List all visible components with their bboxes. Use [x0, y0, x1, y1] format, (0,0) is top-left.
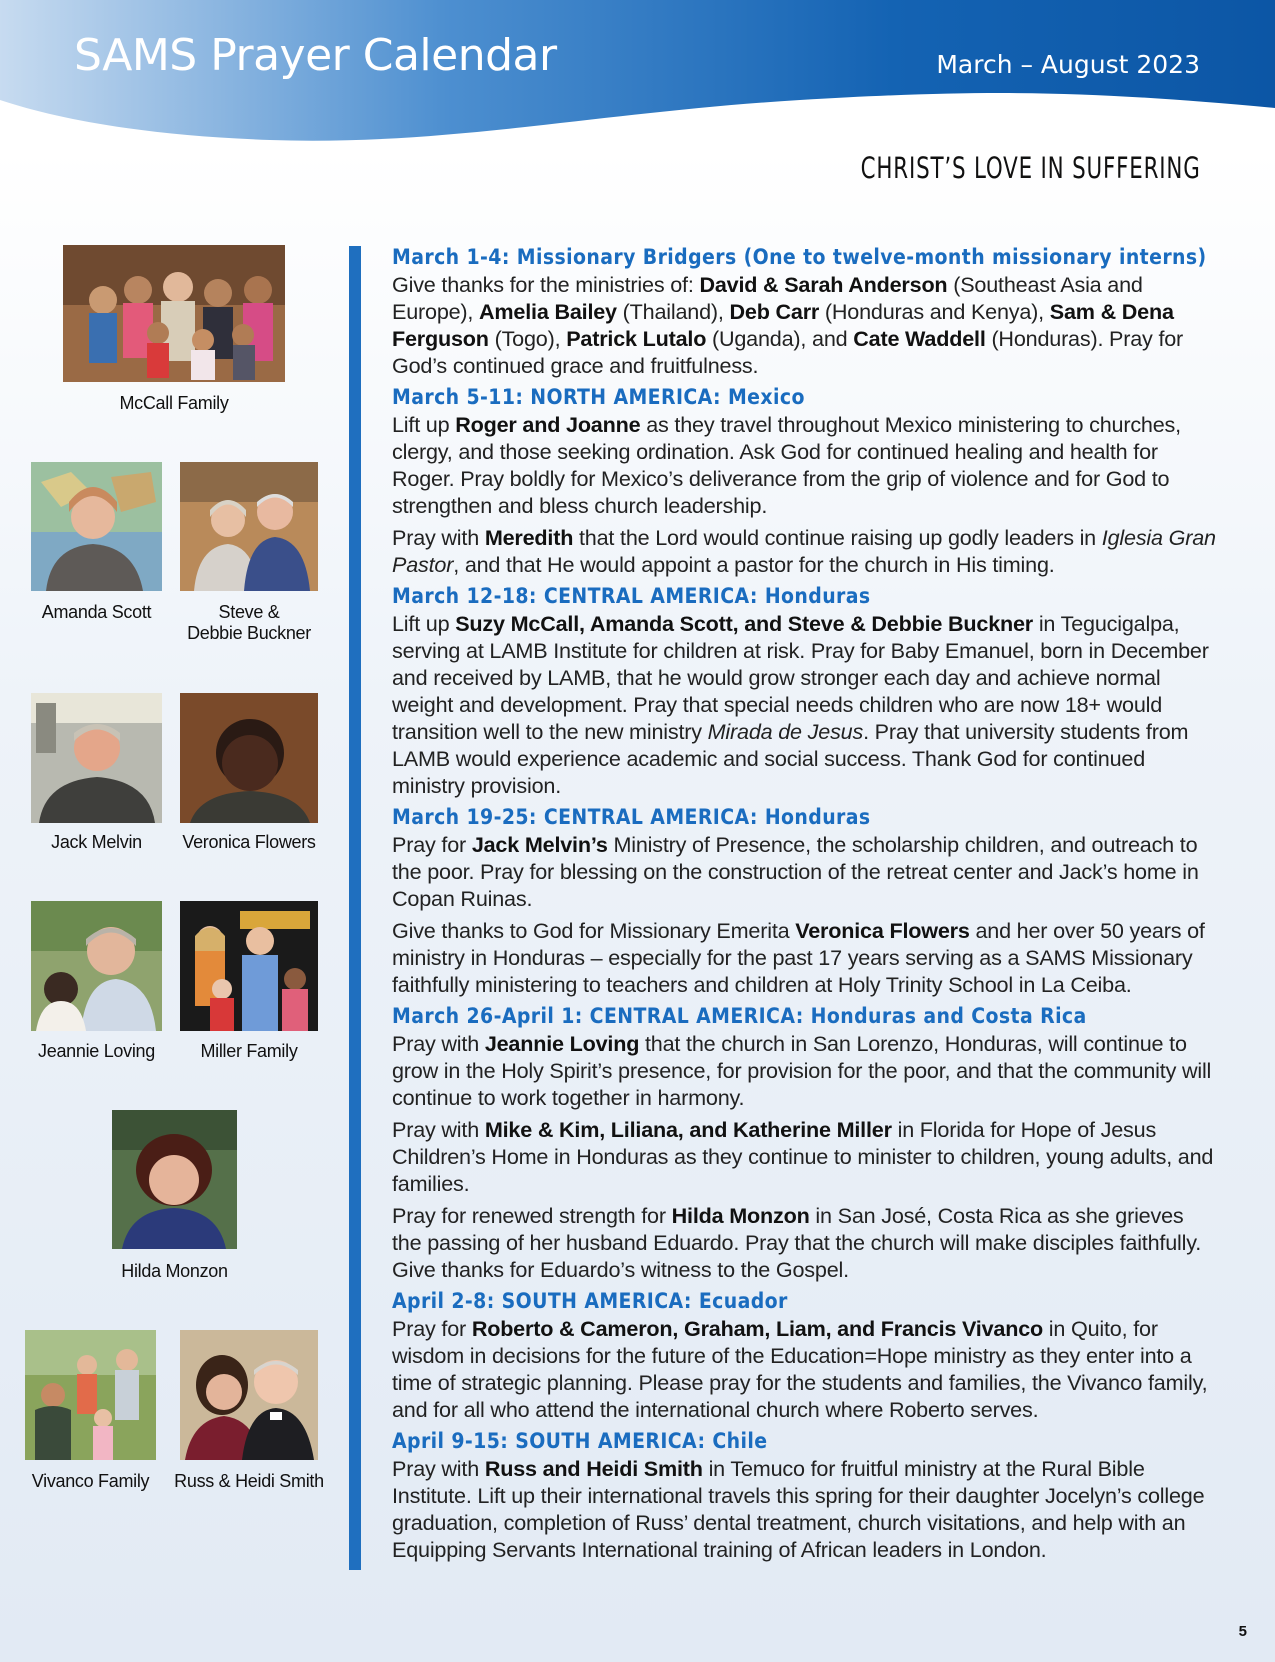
- caption-buckner: Steve & Debbie Buckner: [187, 602, 311, 643]
- entry-paragraph: Give thanks for the ministries of: David & Sarah Anderson (Southeast Asia and Europe), Amelia Bailey (Thailand), Deb Carr (Honduras and Kenya), Sam & Dena Ferguson (Togo), Patrick Lutalo (Uganda), and Cate Waddell (Honduras). Pray for God’s continued grace and fruitfulness.: [392, 272, 1184, 378]
- page-title: SAMS Prayer Calendar: [74, 30, 557, 81]
- entry-paragraph: Pray with Russ and Heidi Smith in Temuco for fruitful ministry at the Rural Bible Institute. Lift up their international travels this spring for their daughter Jocelyn’s college graduation, completion of Russ’ dental treatment, church visitations, and help with an Equipping Servants International training of African leaders in London.: [392, 1456, 1205, 1562]
- entry-paragraph: Pray for Roberto & Cameron, Graham, Liam, and Francis Vivanco in Quito, for wisdom in decisions for the future of the Education=Hope ministry as they enter into a time of strategic planning. Please pray for the students and families, the Vivanco family, and for all who attend the international church where Roberto serves.: [392, 1316, 1208, 1422]
- caption-jack-melvin: Jack Melvin: [51, 832, 142, 852]
- caption-vivanco-family: Vivanco Family: [31, 1471, 150, 1491]
- photo-hilda-monzon: [112, 1110, 237, 1249]
- caption-amanda-scott: Amanda Scott: [41, 602, 152, 622]
- entry-march-5-11: [392, 384, 1218, 578]
- entry-march-26-april-1: [392, 1003, 1218, 1283]
- entry-paragraph: Pray with Meredith that the Lord would continue raising up godly leaders in Iglesia Gran Pastor, and that He would appoint a pastor for the church in His timing.: [392, 525, 1216, 577]
- entry-march-19-25: [392, 804, 1218, 998]
- entry-heading: April 2-8: SOUTH AMERICA: Ecuador: [392, 1289, 788, 1313]
- entry-april-9-15: [392, 1428, 1218, 1563]
- caption-jeannie-loving: Jeannie Loving: [38, 1041, 155, 1061]
- entry-paragraph: Pray for renewed strength for Hilda Monzon in San José, Costa Rica as she grieves the passing of her husband Eduardo. Pray that the church will make disciples faithfully. Give thanks for Eduardo’s witness to the Gospel.: [392, 1203, 1202, 1282]
- entry-paragraph: Lift up Roger and Joanne as they travel throughout Mexico ministering to churches, clergy, and those seeking ordination. Ask God for continued healing and health for Roger. Pray boldly for Mexico’s deliverance from the grip of violence and for God to strengthen and bless church leadership.: [392, 412, 1181, 518]
- prayer-entries: [392, 244, 1218, 1568]
- photo-jeannie-loving: [31, 901, 162, 1031]
- caption-russ-heidi-smith: Russ & Heidi Smith: [174, 1471, 324, 1491]
- entry-heading: March 19-25: CENTRAL AMERICA: Honduras: [392, 805, 871, 829]
- entry-april-2-8: [392, 1288, 1218, 1423]
- photo-veronica-flowers: [180, 693, 318, 823]
- photo-buckner: [180, 462, 318, 591]
- page-number: 5: [1238, 1623, 1247, 1640]
- header-banner: [0, 0, 1275, 150]
- photo-miller-family: [180, 901, 318, 1031]
- entry-heading: April 9-15: SOUTH AMERICA: Chile: [392, 1429, 768, 1453]
- entry-heading: March 12-18: CENTRAL AMERICA: Honduras: [392, 584, 871, 608]
- section-title: CHRIST’S LOVE IN SUFFERING: [860, 151, 1201, 185]
- entry-paragraph: Give thanks to God for Missionary Emerita Veronica Flowers and her over 50 years of ministry in Honduras – especially for the past 17 years serving as a SAMS Missionary faithfully ministering to teachers and children at Holy Trinity School in La Ceiba.: [392, 918, 1205, 997]
- photo-russ-heidi-smith: [180, 1330, 318, 1460]
- photo-mccall-family: [63, 245, 285, 382]
- photo-vivanco-family: [25, 1330, 156, 1460]
- caption-veronica-flowers: Veronica Flowers: [182, 832, 316, 852]
- entry-paragraph: Lift up Suzy McCall, Amanda Scott, and Steve & Debbie Buckner in Tegucigalpa, serving at LAMB Institute for children at risk. Pray for Baby Emanuel, born in December and received by LAMB, that he would grow stronger each day and achieve normal weight and development. Pray that special needs children who are now 18+ would transition well to the new ministry Mirada de Jesus. Pray that university students from LAMB would experience academic and social success. Thank God for continued ministry provision.: [392, 611, 1209, 798]
- entry-march-12-18: [392, 583, 1218, 799]
- entry-heading: March 26-April 1: CENTRAL AMERICA: Honduras and Costa Rica: [392, 1004, 1087, 1028]
- content-accent-bar: [349, 246, 361, 1570]
- entry-heading: March 1-4: Missionary Bridgers (One to twelve-month missionary interns): [392, 245, 1207, 269]
- entry-paragraph: Pray with Jeannie Loving that the church in San Lorenzo, Honduras, will continue to grow in the Holy Spirit’s presence, for provision for the poor, and that the community will continue to work together in harmony.: [392, 1031, 1212, 1110]
- photo-jack-melvin: [31, 693, 162, 823]
- caption-mccall-family: McCall Family: [119, 393, 229, 413]
- photo-amanda-scott: [31, 462, 162, 591]
- caption-miller-family: Miller Family: [200, 1041, 298, 1061]
- entry-paragraph: Pray with Mike & Kim, Liliana, and Katherine Miller in Florida for Hope of Jesus Children’s Home in Honduras as they continue to minister to children, young adults, and families.: [392, 1117, 1214, 1196]
- entry-heading: March 5-11: NORTH AMERICA: Mexico: [392, 385, 805, 409]
- entry-march-1-4: [392, 244, 1218, 379]
- date-range: March – August 2023: [936, 50, 1200, 79]
- caption-hilda-monzon: Hilda Monzon: [121, 1261, 228, 1281]
- entry-paragraph: Pray for Jack Melvin’s Ministry of Presence, the scholarship children, and outreach to the poor. Pray for blessing on the construction of the retreat center and Jack’s home in Copan Ruinas.: [392, 832, 1199, 911]
